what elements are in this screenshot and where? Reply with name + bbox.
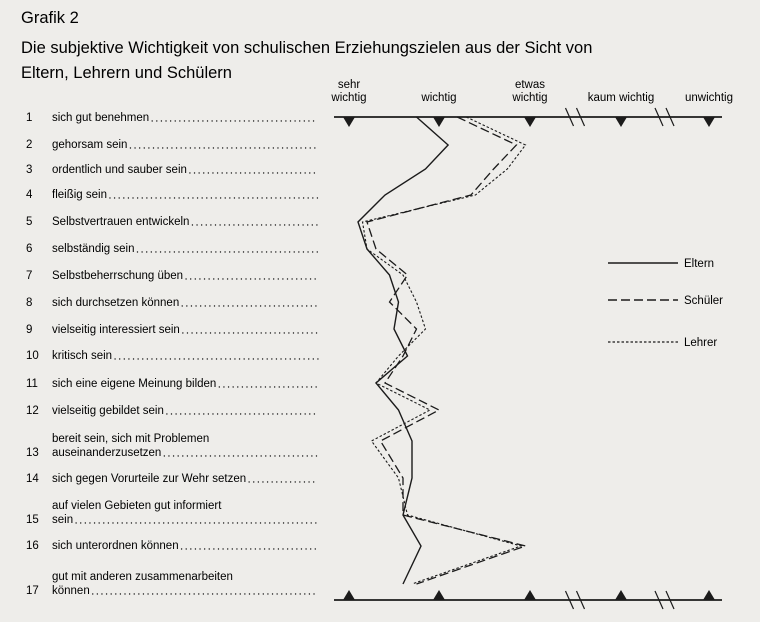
legend-label: Schüler: [684, 295, 723, 307]
series-lines: [358, 117, 526, 584]
scale-labels: [330, 79, 733, 104]
series-line-lehrer: [363, 117, 526, 584]
top-axis-marker: [615, 117, 627, 127]
item-number: 6: [26, 243, 33, 255]
scale-label: kaum wichtig: [587, 92, 655, 104]
item-number: 15: [26, 514, 39, 526]
item-number: 2: [26, 139, 33, 151]
chart-title-line-1: Die subjektive Wichtigkeit von schulischen Erziehungszielen aus der Sicht von: [21, 39, 593, 57]
item-label: Selbstbeherrschung üben: [52, 270, 184, 282]
item-label: gehorsam sein: [52, 139, 128, 151]
item-label: sich unterordnen können: [52, 540, 179, 552]
top-axis-marker: [703, 117, 715, 127]
scale-label: wichtig: [331, 92, 367, 104]
bottom-axis-marker: [433, 590, 445, 600]
top-axis-marker: [433, 117, 445, 127]
item-label: gut mit anderen zusammenarbeiten: [52, 571, 233, 583]
item-label: sich durchsetzen können: [52, 297, 180, 309]
item-number: 16: [26, 540, 39, 552]
bottom-axis-marker: [343, 590, 355, 600]
item-number: 13: [26, 447, 39, 459]
item-number: 14: [26, 473, 39, 485]
item-label: kritisch sein: [52, 350, 113, 362]
figure-number: Grafik 2: [21, 9, 79, 27]
item-label: können: [52, 585, 90, 597]
item-label: sich eine eigene Meinung bilden: [52, 378, 217, 390]
item-list: [26, 112, 318, 597]
scale-label: unwichtig: [685, 92, 733, 104]
item-number: 9: [26, 324, 33, 336]
item-number: 12: [26, 405, 39, 417]
item-label: ordentlich und sauber sein: [52, 164, 187, 176]
scale-label: sehr: [337, 79, 361, 91]
series-line-schüler: [367, 117, 526, 584]
legend-label: Eltern: [684, 258, 715, 270]
item-label: sich gut benehmen: [52, 112, 150, 124]
item-number: 3: [26, 164, 33, 176]
item-number: 8: [26, 297, 33, 309]
item-number: 10: [26, 350, 39, 362]
item-label: selbständig sein: [52, 243, 135, 255]
series-line-eltern: [358, 117, 448, 584]
item-label: fleißig sein: [52, 189, 107, 201]
bottom-axis-marker: [615, 590, 627, 600]
item-label: vielseitig gebildet sein: [52, 405, 164, 417]
chart-title-line-2: Eltern, Lehrern und Schülern: [21, 64, 232, 82]
legend-label: Lehrer: [684, 337, 718, 349]
item-number: 11: [26, 378, 38, 390]
item-number: 1: [26, 112, 33, 124]
legend: [608, 258, 723, 349]
scale-label: wichtig: [421, 92, 457, 104]
item-number: 17: [26, 585, 39, 597]
item-label: sein: [52, 514, 74, 526]
item-label: Selbstvertrauen entwickeln: [52, 216, 190, 228]
top-axis-marker: [524, 117, 536, 127]
bottom-axis-marker: [524, 590, 536, 600]
scale-label: wichtig: [512, 92, 548, 104]
item-number: 5: [26, 216, 33, 228]
item-number: 4: [26, 189, 33, 201]
top-axis-marker: [343, 117, 355, 127]
scale-label: etwas: [514, 79, 546, 91]
bottom-axis-marker: [703, 590, 715, 600]
item-label: vielseitig interessiert sein: [52, 324, 180, 336]
scale-axes: [334, 108, 722, 609]
item-label: auf vielen Gebieten gut informiert: [52, 500, 222, 512]
item-number: 7: [26, 270, 33, 282]
item-label: bereit sein, sich mit Problemen: [52, 433, 210, 445]
item-label: sich gegen Vorurteile zur Wehr setzen: [52, 473, 247, 485]
item-label: auseinanderzusetzen: [52, 447, 162, 459]
